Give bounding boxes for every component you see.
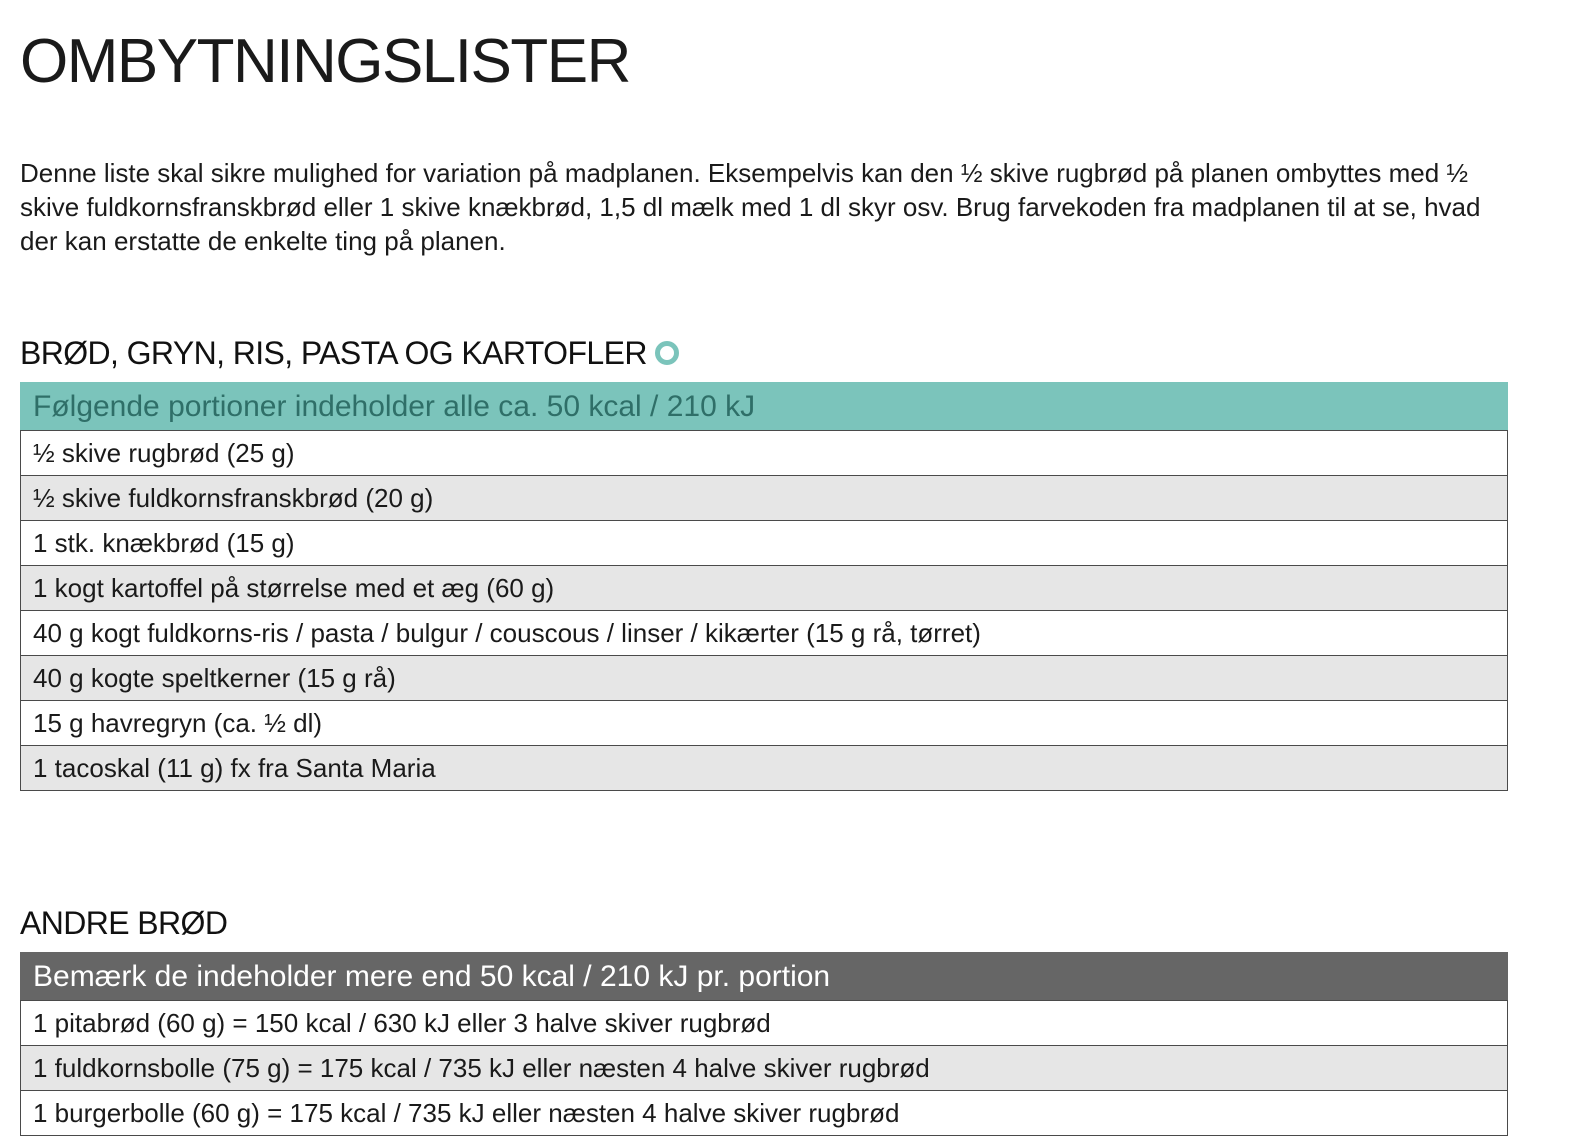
- table-cell: 1 tacoskal (11 g) fx fra Santa Maria: [21, 746, 1508, 791]
- exchange-table-bread-grains: [20, 382, 1508, 791]
- table-row: [21, 1091, 1508, 1136]
- table-row: [21, 521, 1508, 566]
- table-row: [21, 701, 1508, 746]
- table-row: [21, 1046, 1508, 1091]
- section-heading-text: BRØD, GRYN, RIS, PASTA OG KARTOFLER: [20, 335, 647, 371]
- teal-circle-icon: [655, 341, 679, 365]
- table-cell: ½ skive fuldkornsfranskbrød (20 g): [21, 476, 1508, 521]
- table-row: [21, 476, 1508, 521]
- table-cell: 1 stk. knækbrød (15 g): [21, 521, 1508, 566]
- table-row: [21, 611, 1508, 656]
- table-header: Følgende portioner indeholder alle ca. 50 kcal / 210 kJ: [21, 383, 1508, 431]
- table-row: [21, 656, 1508, 701]
- exchange-table-other-bread: [20, 952, 1508, 1136]
- table-cell: 1 fuldkornsbolle (75 g) = 175 kcal / 735 kJ eller næsten 4 halve skiver rugbrød: [21, 1046, 1508, 1091]
- table-cell: 1 pitabrød (60 g) = 150 kcal / 630 kJ eller 3 halve skiver rugbrød: [21, 1001, 1508, 1046]
- section-heading-other-bread: ANDRE BRØD: [20, 905, 228, 941]
- table-header-row: [21, 383, 1508, 431]
- table-header: Bemærk de indeholder mere end 50 kcal / 210 kJ pr. portion: [21, 953, 1508, 1001]
- table-row: [21, 566, 1508, 611]
- table-cell: 1 kogt kartoffel på størrelse med et æg (60 g): [21, 566, 1508, 611]
- intro-paragraph: Denne liste skal sikre mulighed for variation på madplanen. Eksempelvis kan den ½ skive rugbrød på planen ombyttes med ½ skive fuldkornsfranskbrød eller 1 skive knækbrød, 1,5 dl mælk med 1 dl skyr osv. Brug farvekoden fra madplanen til at se, hvad der kan erstatte de enkelte ting på planen.: [20, 158, 1481, 256]
- section-heading-bread-grains: [20, 333, 679, 373]
- table-row: [21, 1001, 1508, 1046]
- page-title: OMBYTNINGSLISTER: [20, 27, 630, 96]
- table-cell: 40 g kogt fuldkorns-ris / pasta / bulgur / couscous / linser / kikærter (15 g rå, tørret): [21, 611, 1508, 656]
- table-cell: 40 g kogte speltkerner (15 g rå): [21, 656, 1508, 701]
- table-cell: ½ skive rugbrød (25 g): [21, 431, 1508, 476]
- table-cell: 1 burgerbolle (60 g) = 175 kcal / 735 kJ eller næsten 4 halve skiver rugbrød: [21, 1091, 1508, 1136]
- table-row: [21, 431, 1508, 476]
- table-header-row: [21, 953, 1508, 1001]
- table-cell: 15 g havregryn (ca. ½ dl): [21, 701, 1508, 746]
- table-row: [21, 746, 1508, 791]
